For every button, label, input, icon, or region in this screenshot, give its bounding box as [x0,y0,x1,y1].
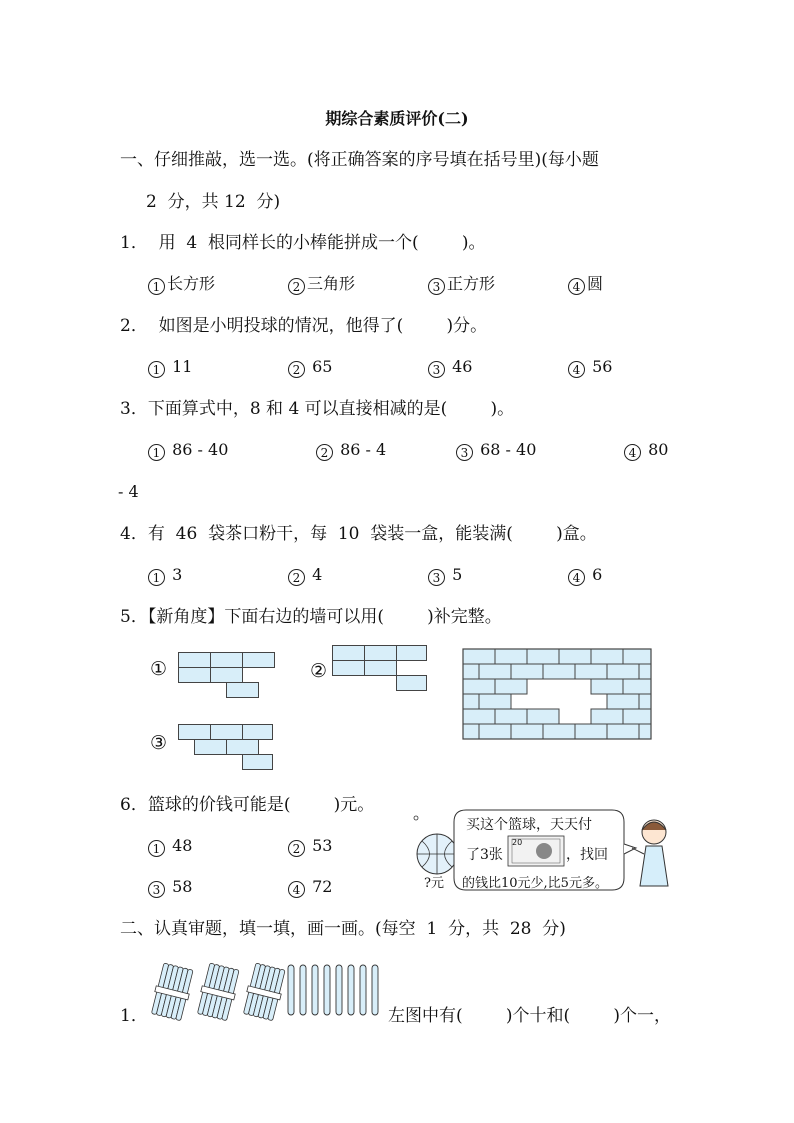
girl-figure [632,820,668,886]
section-one-heading: 一、仔细推敲，选一选。(将正确答案的序号填在括号里)(每小题 [120,150,599,170]
loose-stick [348,965,354,1015]
q5-label-2: ② [310,660,328,682]
wall-brick [463,679,495,694]
circle-number: 2 [288,278,305,295]
q4-option-2: 2 4 [288,565,322,586]
wall-brick [463,724,479,739]
wall-brick [623,649,651,664]
wall-brick [639,664,651,679]
wall-brick [495,709,527,724]
wall-brick [591,679,623,694]
q3-option-2: 2 86 - 4 [316,440,386,461]
q2-option-4: 4 56 [568,357,612,378]
q4-stem: 4．有 46 袋茶口粉干，每 10 袋装一盒，能装满( )盒。 [120,524,597,544]
q3-option-3: 3 68 - 40 [456,440,536,461]
wall-brick [575,664,607,679]
loose-stick [288,965,294,1015]
wall-brick [463,694,479,709]
q5-brick-option-2 [330,644,430,694]
wall-brick [479,664,511,679]
q1-option-4: 4 圆 [568,274,603,295]
q4-option-3: 3 5 [428,565,462,586]
loose-stick [300,965,306,1015]
q6-option-1: 1 48 [148,836,192,857]
q3-option-4-cont: - 4 [118,482,139,501]
q1-stem: 1． 用 4 根同样长的小棒能拼成一个( )。 [120,233,486,253]
wall-brick [591,649,623,664]
wall-brick [479,694,511,709]
q6-bubble-line-1: 买这个篮球，天天付 [466,817,592,833]
q5-label-3: ③ [150,732,168,754]
q3-option-1: 1 86 - 40 [148,440,228,461]
q1-option-2: 2 三角形 [288,274,355,295]
q5-stem: 5．【新角度】下面右边的墙可以用( )补完整。 [120,607,502,627]
wall-brick [543,664,575,679]
wall-brick [463,664,479,679]
q1-option-1: 1 长方形 [148,274,215,295]
q6-banknote-value: 20 [512,838,523,847]
circle-number: 1 [148,278,165,295]
q6-option-4: 4 72 [288,877,332,898]
q6-price-label: ?元 [424,876,444,891]
loose-stick [312,965,318,1015]
q2-option-2: 2 65 [288,357,332,378]
wall-brick [527,709,559,724]
q6-option-3: 3 58 [148,877,192,898]
q2-option-3: 3 46 [428,357,472,378]
wall-brick [511,724,543,739]
stick-bundle [241,963,287,1022]
page-title: 期综合素质评价(二) [325,109,469,128]
q3-stem: 3．下面算式中，8 和 4 可以直接相减的是( )。 [120,399,515,419]
section-one-heading-cont: 2 分，共 12 分) [146,192,281,212]
q6-stem: 6．篮球的价钱可能是( )元。 [120,795,375,815]
wall-brick [511,664,543,679]
q5-brick-option-1 [178,650,278,700]
wall-brick [591,709,623,724]
wall-brick [607,664,639,679]
circle-number: 4 [568,278,585,295]
wall-brick [495,649,527,664]
loose-stick [360,965,366,1015]
circle-number: 3 [428,278,445,295]
section-two-heading: 二、认真审题，填一填，画一画。(每空 1 分，共 28 分) [120,919,566,939]
q6-bubble-line-2a: 了3张 [466,847,503,863]
wall-brick [463,649,495,664]
q6-bubble-line-2b: ，找回 [566,847,608,863]
wall-brick [527,649,559,664]
q3-option-4: 4 80 [624,440,668,461]
q4-option-1: 1 3 [148,565,182,586]
loose-stick [336,965,342,1015]
q6-bubble-line-3: 的钱比10元少,比5元多。 [462,876,608,891]
wall-brick [479,724,511,739]
q5-label-1: ① [150,658,168,680]
wall-brick [623,709,651,724]
q1-option-3: 3 正方形 [428,274,495,295]
stick-bundle [150,963,195,1022]
wall-brick [639,724,651,739]
wall-brick [639,694,651,709]
wall-brick [495,679,527,694]
q4-option-4: 4 6 [568,565,602,586]
stick-bundles-figure [150,957,382,1023]
q6-option-2: 2 53 [288,836,332,857]
q2-stem: 2． 如图是小明投球的情况，他得了( )分。 [120,316,488,336]
loose-stick [324,965,330,1015]
wall-brick [623,679,651,694]
wall-brick [463,709,495,724]
q5-brick-option-3 [178,722,278,774]
q2-option-1: 1 11 [148,357,192,378]
wall-brick [559,649,591,664]
wall-brick [575,724,607,739]
basketball-icon [417,834,457,874]
wall-brick [543,724,575,739]
wall-brick [607,694,639,709]
stick-bundle [195,963,241,1022]
loose-stick [372,965,378,1015]
s2-q1-text: 左图中有( )个十和( )个一， [388,1006,671,1026]
wall-brick [607,724,639,739]
s2-q1-number: 1． [120,1006,148,1026]
q5-brick-wall [462,648,654,742]
